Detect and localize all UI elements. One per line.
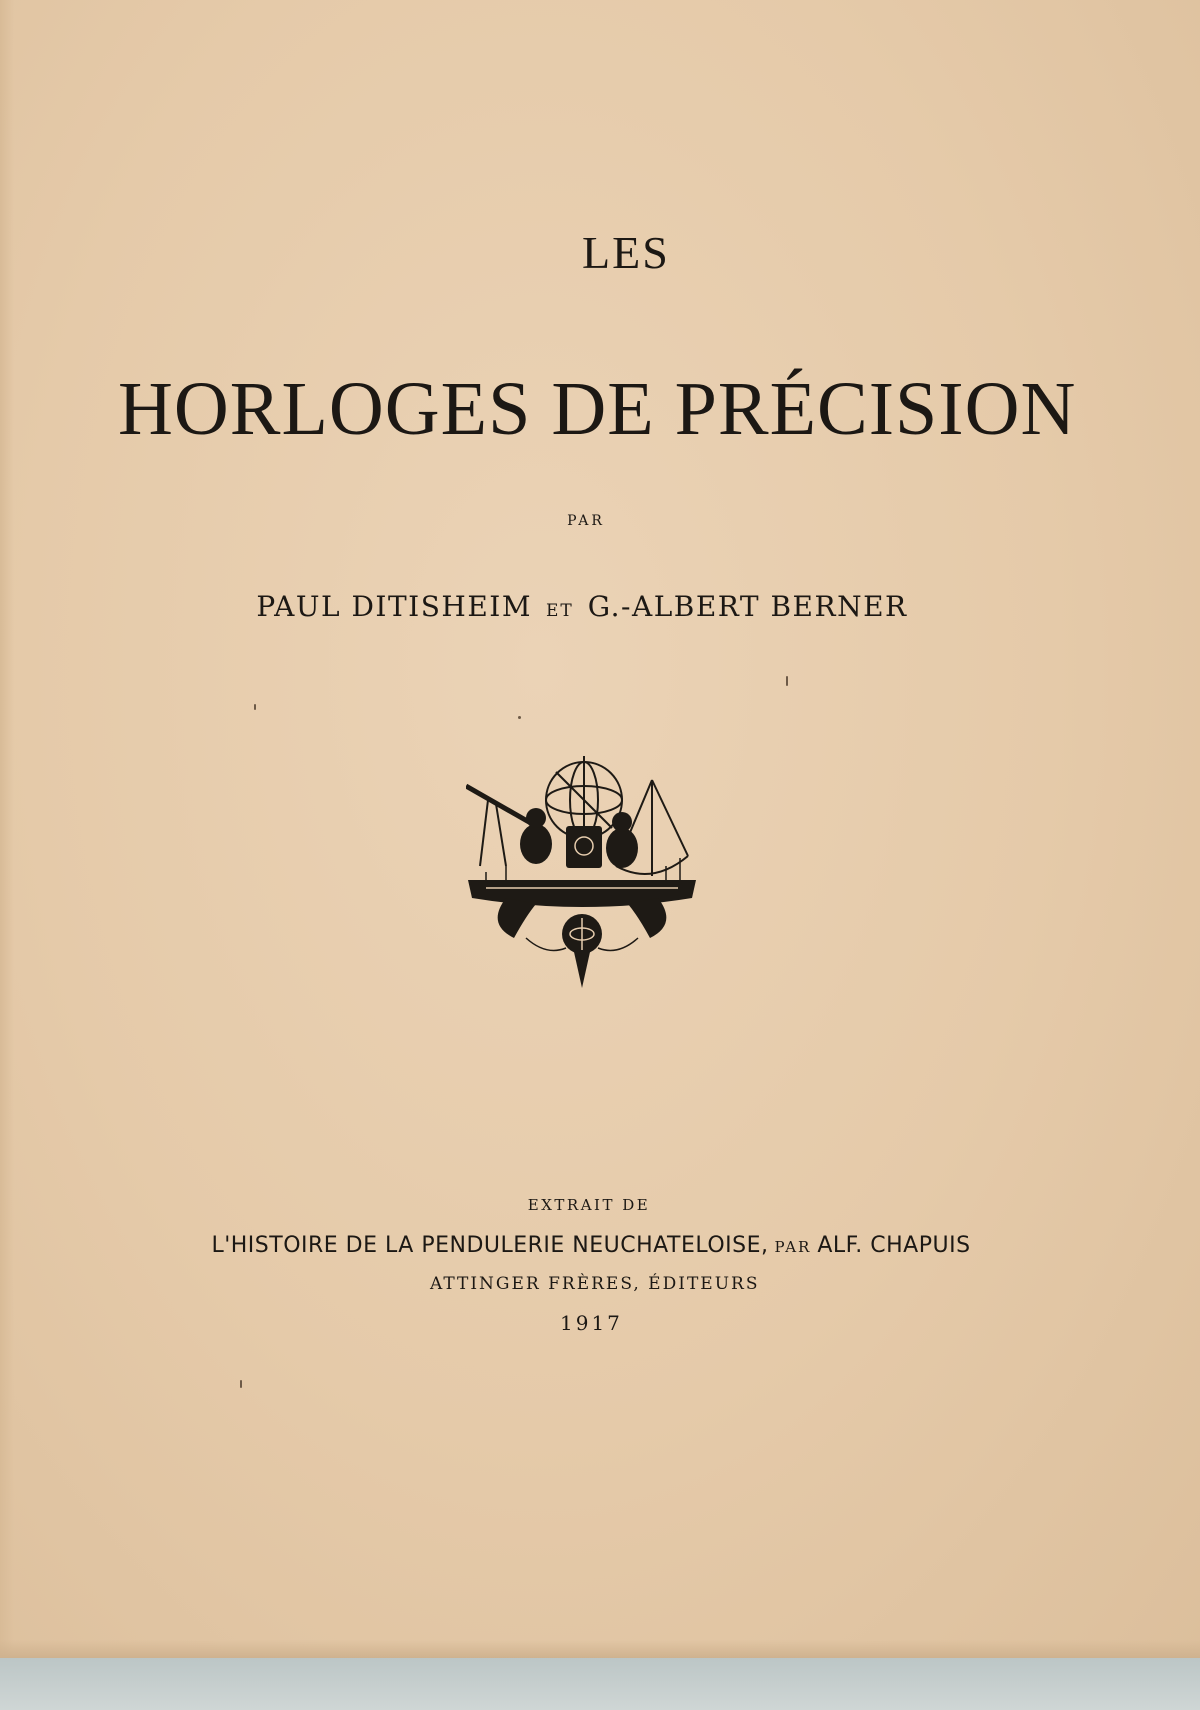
paper-speck [254, 704, 256, 710]
astronomical-instruments-engraving-icon [466, 748, 698, 988]
source-by-label: PAR [774, 1238, 812, 1256]
paper-speck [518, 716, 521, 719]
source-title: L'HISTOIRE DE LA PENDULERIE NEUCHATELOISE, [211, 1233, 769, 1258]
publisher: ATTINGER FRÈRES, ÉDITEURS [430, 1274, 760, 1294]
paper-speck [240, 1380, 242, 1388]
paper-edge-left [0, 0, 14, 1658]
paper-speck [786, 676, 788, 686]
author-ditisheim: PAUL DITISHEIM [256, 590, 532, 623]
by-label: PAR [567, 513, 605, 529]
scan-backdrop [0, 1658, 1200, 1710]
publication-year: 1917 [560, 1311, 623, 1335]
source-author: ALF. CHAPUIS [817, 1233, 971, 1258]
main-title: HORLOGES DE PRÉCISION [118, 367, 1077, 451]
paper-edge-bottom [0, 1640, 1200, 1658]
and-label: ET [546, 601, 574, 621]
source-line [186, 1233, 996, 1258]
extract-label: EXTRAIT DE [527, 1196, 651, 1214]
authors-line [232, 590, 932, 623]
title-les: LES [582, 227, 670, 278]
author-berner: G.-ALBERT BERNER [587, 590, 908, 623]
